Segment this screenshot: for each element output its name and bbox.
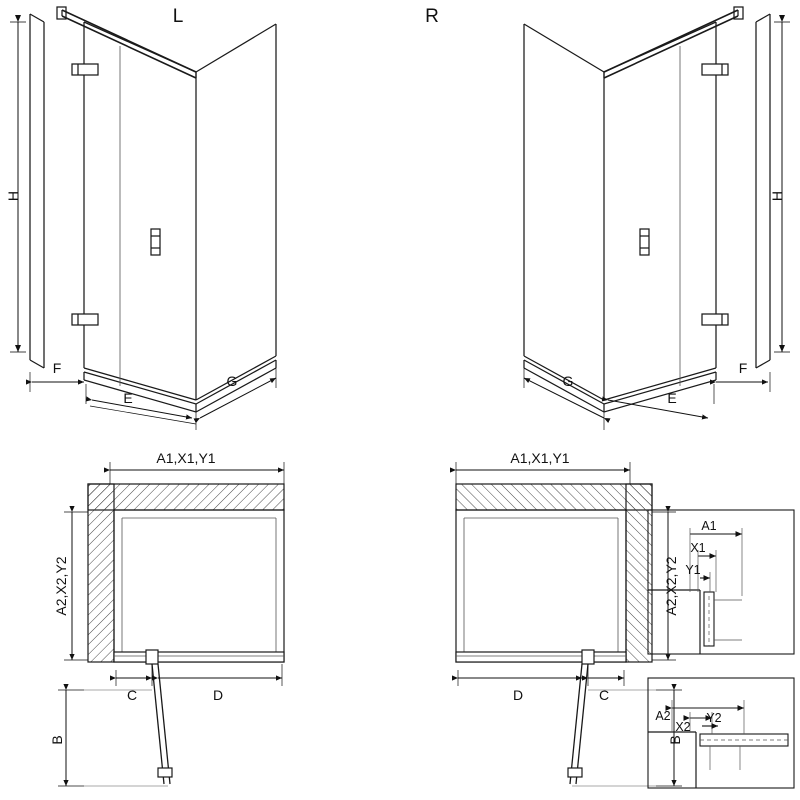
iso-right-return-panel: [524, 24, 604, 400]
iso-view-left: [30, 7, 276, 412]
iso-left-hinge-lower: [72, 314, 98, 325]
iso-left-label-f: F: [52, 360, 62, 376]
iso-right-door-handle: [640, 229, 649, 255]
iso-right-fixed-panel: [604, 22, 716, 400]
iso-view-right: [524, 7, 770, 412]
detail-top-label-a1: A1: [701, 519, 717, 533]
detail-bottom-label-a2: A2: [655, 709, 671, 723]
dimension-height-right: [774, 22, 790, 352]
iso-right-base-profile: [524, 360, 716, 412]
plan-right-label-b: B: [667, 735, 683, 745]
detail-bottom-label-y2: Y2: [706, 711, 722, 725]
plan-right-label-c: C: [598, 687, 610, 703]
plan-right-door-handle: [568, 768, 582, 777]
iso-right-hinge-upper: [702, 64, 728, 75]
iso-left-hinge-upper: [72, 64, 98, 75]
plan-right-hinge-block: [582, 650, 594, 664]
plan-right-wall-top: [456, 484, 652, 510]
iso-right-height-label: H: [769, 190, 785, 202]
plan-right-side-dim-label: A2,X2,Y2: [663, 556, 679, 616]
plan-left-door-leaf-open: [152, 664, 172, 784]
iso-left-wall-panel: [30, 14, 44, 368]
plan-left-front-profile: [114, 652, 284, 662]
plan-right-enclosure: [456, 510, 626, 662]
plan-view-left: [88, 484, 284, 784]
plan-right-front-profile: [456, 652, 626, 662]
plan-right-label-d: D: [512, 687, 524, 703]
plan-left-label-c: C: [126, 687, 138, 703]
iso-right-label-f: F: [738, 360, 748, 376]
plan-left-hinge-block: [146, 650, 158, 664]
iso-left-title: L: [172, 6, 184, 27]
plan-left-top-dim-label: A1,X1,Y1: [156, 450, 216, 466]
iso-right-wall-panel: [756, 14, 770, 368]
plan-left-label-d: D: [212, 687, 224, 703]
plan-right-top-dim-label: A1,X1,Y1: [510, 450, 570, 466]
plan-left-wall-top: [88, 484, 284, 510]
detail-top-label-y1: Y1: [685, 563, 701, 577]
plan-left-label-b: B: [49, 735, 65, 745]
plan-view-right: [456, 484, 652, 784]
dimension-height-left: [10, 22, 26, 352]
plan-left-enclosure: [114, 510, 284, 662]
iso-left-height-label: H: [5, 190, 21, 202]
iso-right-hinge-lower: [702, 314, 728, 325]
detail-top-label-x1: X1: [690, 541, 706, 555]
iso-left-door-handle: [151, 229, 160, 255]
dimension-left-bottom-group: [30, 368, 276, 430]
iso-left-label-e: E: [123, 390, 133, 406]
iso-left-fixed-panel: [84, 22, 196, 400]
dimension-right-bottom-group: [524, 368, 770, 430]
plan-left-door-handle: [158, 768, 172, 777]
iso-right-title: R: [425, 6, 439, 27]
detail-bottom-frame: [648, 678, 794, 788]
plan-left-wall-side: [88, 484, 114, 662]
iso-right-label-e: E: [667, 390, 677, 406]
detail-view-bottom: [648, 678, 794, 788]
plan-right-door-leaf-open: [568, 664, 588, 784]
plan-left-side-dim-label: A2,X2,Y2: [53, 556, 69, 616]
iso-left-label-g: G: [226, 373, 238, 389]
detail-bottom-label-x2: X2: [675, 720, 691, 734]
iso-right-label-g: G: [562, 373, 574, 389]
iso-left-return-panel: [196, 24, 276, 400]
